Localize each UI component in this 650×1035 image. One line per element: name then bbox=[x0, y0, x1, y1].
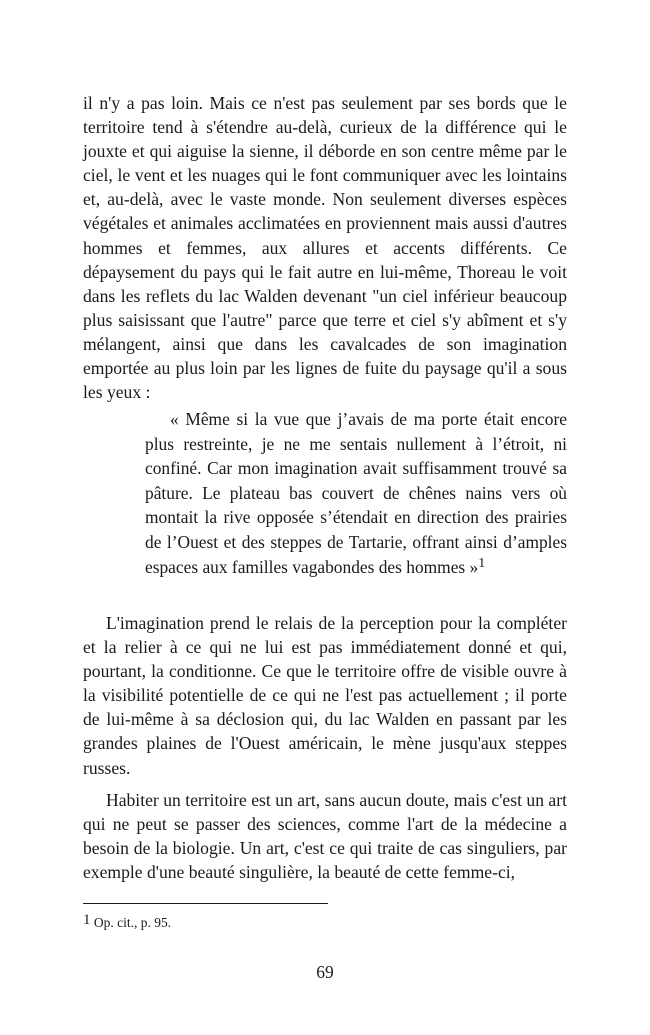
block-quote bbox=[145, 407, 567, 579]
footnote bbox=[83, 914, 171, 932]
footnote-reference[interactable]: 1 bbox=[478, 555, 486, 571]
body-paragraph: Habiter un territoire est un art, sans aucun doute, mais c'est un art qui ne peut se passer des sciences, comme l'art de la médecine a besoin de la biologie. Un art, c'est ce qui traite de cas singuliers, par exemple d'une beauté singulière, la beauté de cette femme-ci, bbox=[83, 790, 567, 883]
page-number: 69 bbox=[316, 962, 334, 982]
body-paragraph: il n'y a pas loin. Mais ce n'est pas seulement par ses bords que le territoire tend à s'étendre au-delà, curieux de la différence qui le jouxte et qui aiguise la sienne, il déborde en son centre même par le ciel, le vent et les nuages qui le font communiquer avec les lointains et, au-delà, avec le vaste monde. Non seulement diverses espèces végétales et animales acclimatées en proviennent mais aussi d'autres hommes et femmes, aux allures et accents différents. Ce dépaysement du pays qui le fait autre en lui-même, Thoreau le voit dans les reflets du lac Walden devenant "un ciel inférieur beaucoup plus saisissant que l'autre" parce que terre et ciel s'y abîment et s'y mélangent, ainsi que dans les cavalcades de son imagination emportée au plus loin par les lignes de fuite du paysage qu'il a sous les yeux : bbox=[83, 93, 567, 403]
body-paragraph: L'imagination prend le relais de la perception pour la compléter et la relier à ce qui ne lui est pas immédiatement donné et qui, pourtant, la conditionne. Ce que le territoire offre de visible ouvre à la visibilité potentielle de ce qui ne l'est pas actuellement ; il porte de lui-même à sa déclosion qui, du lac Walden en passant par les grandes plaines de l'Ouest américain, le mène jusqu'aux steppes russes. bbox=[83, 613, 567, 778]
footnote-number: 1 bbox=[83, 912, 91, 928]
footnote-text: Op. cit., p. 95. bbox=[93, 915, 172, 930]
quote-text: « Même si la vue que j’avais de ma porte était encore plus restreinte, je ne me sentais nullement à l’étroit, ni confiné. Car mon imagination avait suffisamment trouvé sa pâture. Le plateau bas couvert de chênes nains vers où montait la rive opposée s’étendait en direction des prairies de l’Ouest et des steppes de Tartarie, offrant ainsi d’amples espaces aux familles vagabondes des hommes » bbox=[145, 409, 567, 577]
footnote-separator bbox=[83, 903, 328, 904]
